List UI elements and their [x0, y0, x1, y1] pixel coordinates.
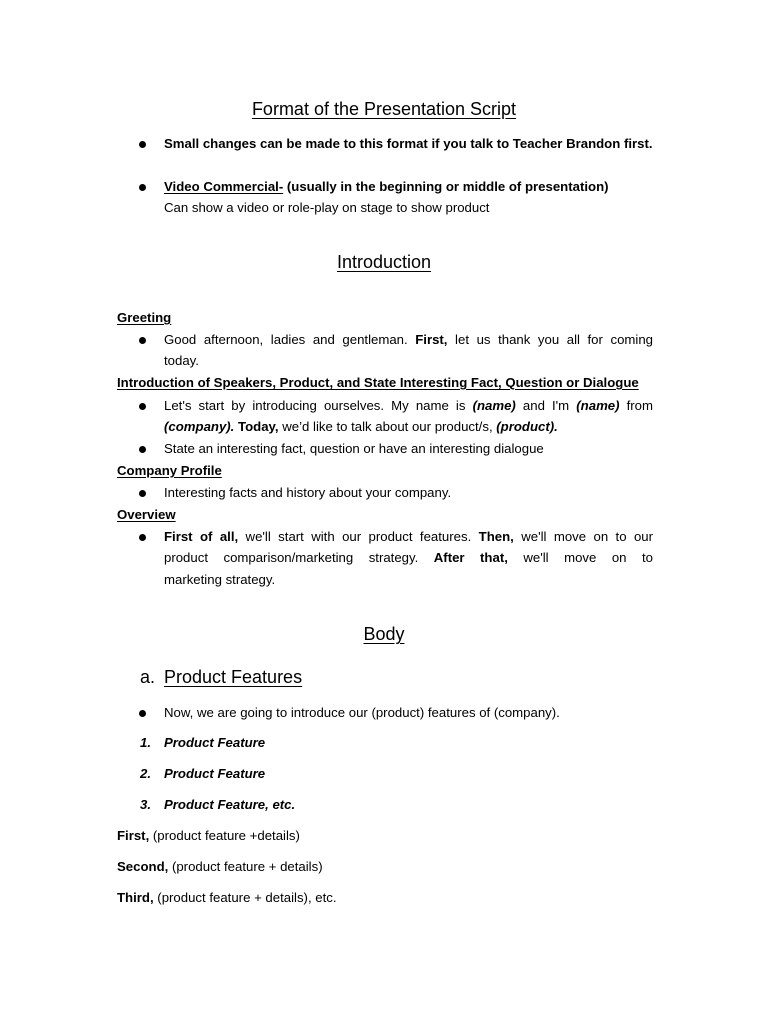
introduction-heading: Introduction: [336, 252, 432, 272]
bullet-icon: [139, 446, 146, 453]
feature-item: Product Feature, etc.: [164, 797, 296, 812]
product-placeholder: (product).: [496, 419, 558, 434]
greeting-text-end: let us thank you all for coming: [447, 332, 653, 347]
detail-text: (product feature +details): [149, 828, 300, 843]
speakers-text: and I'm: [515, 398, 577, 413]
speakers-text: from: [619, 398, 653, 413]
video-commercial-sub: Can show a video or role-play on stage to show product: [164, 200, 490, 215]
bullet-icon: [139, 490, 146, 497]
overview-line-1: [164, 529, 653, 544]
name-placeholder: (name): [472, 398, 516, 413]
after-that: After that,: [433, 550, 508, 565]
feature-number: 2.: [140, 766, 151, 781]
speakers-line-1: [164, 398, 653, 413]
video-commercial-note: (usually in the beginning or middle of presentation): [283, 179, 609, 194]
overview-line-2: [164, 550, 653, 565]
detail-line: [117, 828, 300, 843]
detail-text: (product feature + details), etc.: [153, 890, 337, 905]
speakers-text: we’d like to talk about our product/s,: [278, 419, 497, 434]
features-intro-bullet: Now, we are going to introduce our (product) features of (company).: [164, 705, 560, 720]
section-marker: a.: [140, 667, 156, 687]
detail-line: [117, 859, 323, 874]
greeting-text: Good afternoon, ladies and gentleman.: [164, 332, 416, 347]
bullet-icon: [139, 403, 146, 410]
format-note: Small changes can be made to this format if you talk to Teacher Brandon first.: [164, 136, 653, 151]
speakers-label: Introduction of Speakers, Product, and State Interesting Fact, Question or Dialogue: [117, 375, 639, 390]
video-commercial-label: Video Commercial-: [164, 179, 284, 194]
company-profile-bullet: Interesting facts and history about your company.: [164, 485, 452, 500]
body-heading: Body: [363, 624, 405, 644]
interesting-fact-bullet: State an interesting fact, question or have an interesting dialogue: [164, 441, 544, 456]
detail-line: [117, 890, 337, 905]
bullet-icon: [139, 534, 146, 541]
overview-line-3: marketing strategy.: [164, 572, 276, 587]
feature-item: Product Feature: [164, 766, 266, 781]
overview-text: we'll move on to: [507, 550, 653, 565]
bullet-icon: [139, 141, 146, 148]
detail-label: Third,: [117, 890, 154, 905]
bullet-icon: [139, 184, 146, 191]
page-title: Format of the Presentation Script: [251, 99, 517, 119]
product-features-heading: Product Features: [164, 667, 303, 687]
greeting-line-1: [164, 332, 653, 347]
first-of-all: First of all,: [164, 529, 239, 544]
greeting-first: First,: [415, 332, 448, 347]
detail-text: (product feature + details): [168, 859, 323, 874]
speakers-text: Let's start by introducing ourselves. My name is: [164, 398, 473, 413]
overview-text: product comparison/marketing strategy.: [164, 550, 434, 565]
feature-item: Product Feature: [164, 735, 266, 750]
video-commercial-line: [164, 179, 609, 194]
overview-text: we'll start with our product features.: [238, 529, 479, 544]
greeting-label: Greeting: [117, 310, 172, 325]
greeting-line-2: today.: [164, 353, 199, 368]
company-placeholder: (company).: [164, 419, 235, 434]
bullet-icon: [139, 337, 146, 344]
overview-label: Overview: [117, 507, 176, 522]
detail-label: Second,: [117, 859, 169, 874]
company-profile-label: Company Profile: [117, 463, 222, 478]
speakers-line-2: [164, 419, 558, 434]
detail-label: First,: [117, 828, 150, 843]
feature-number: 3.: [140, 797, 151, 812]
overview-text: we'll move on to our: [513, 529, 654, 544]
bullet-icon: [139, 710, 146, 717]
then-word: Then,: [478, 529, 514, 544]
today-word: Today,: [234, 419, 279, 434]
name-placeholder: (name): [576, 398, 620, 413]
feature-number: 1.: [140, 735, 151, 750]
